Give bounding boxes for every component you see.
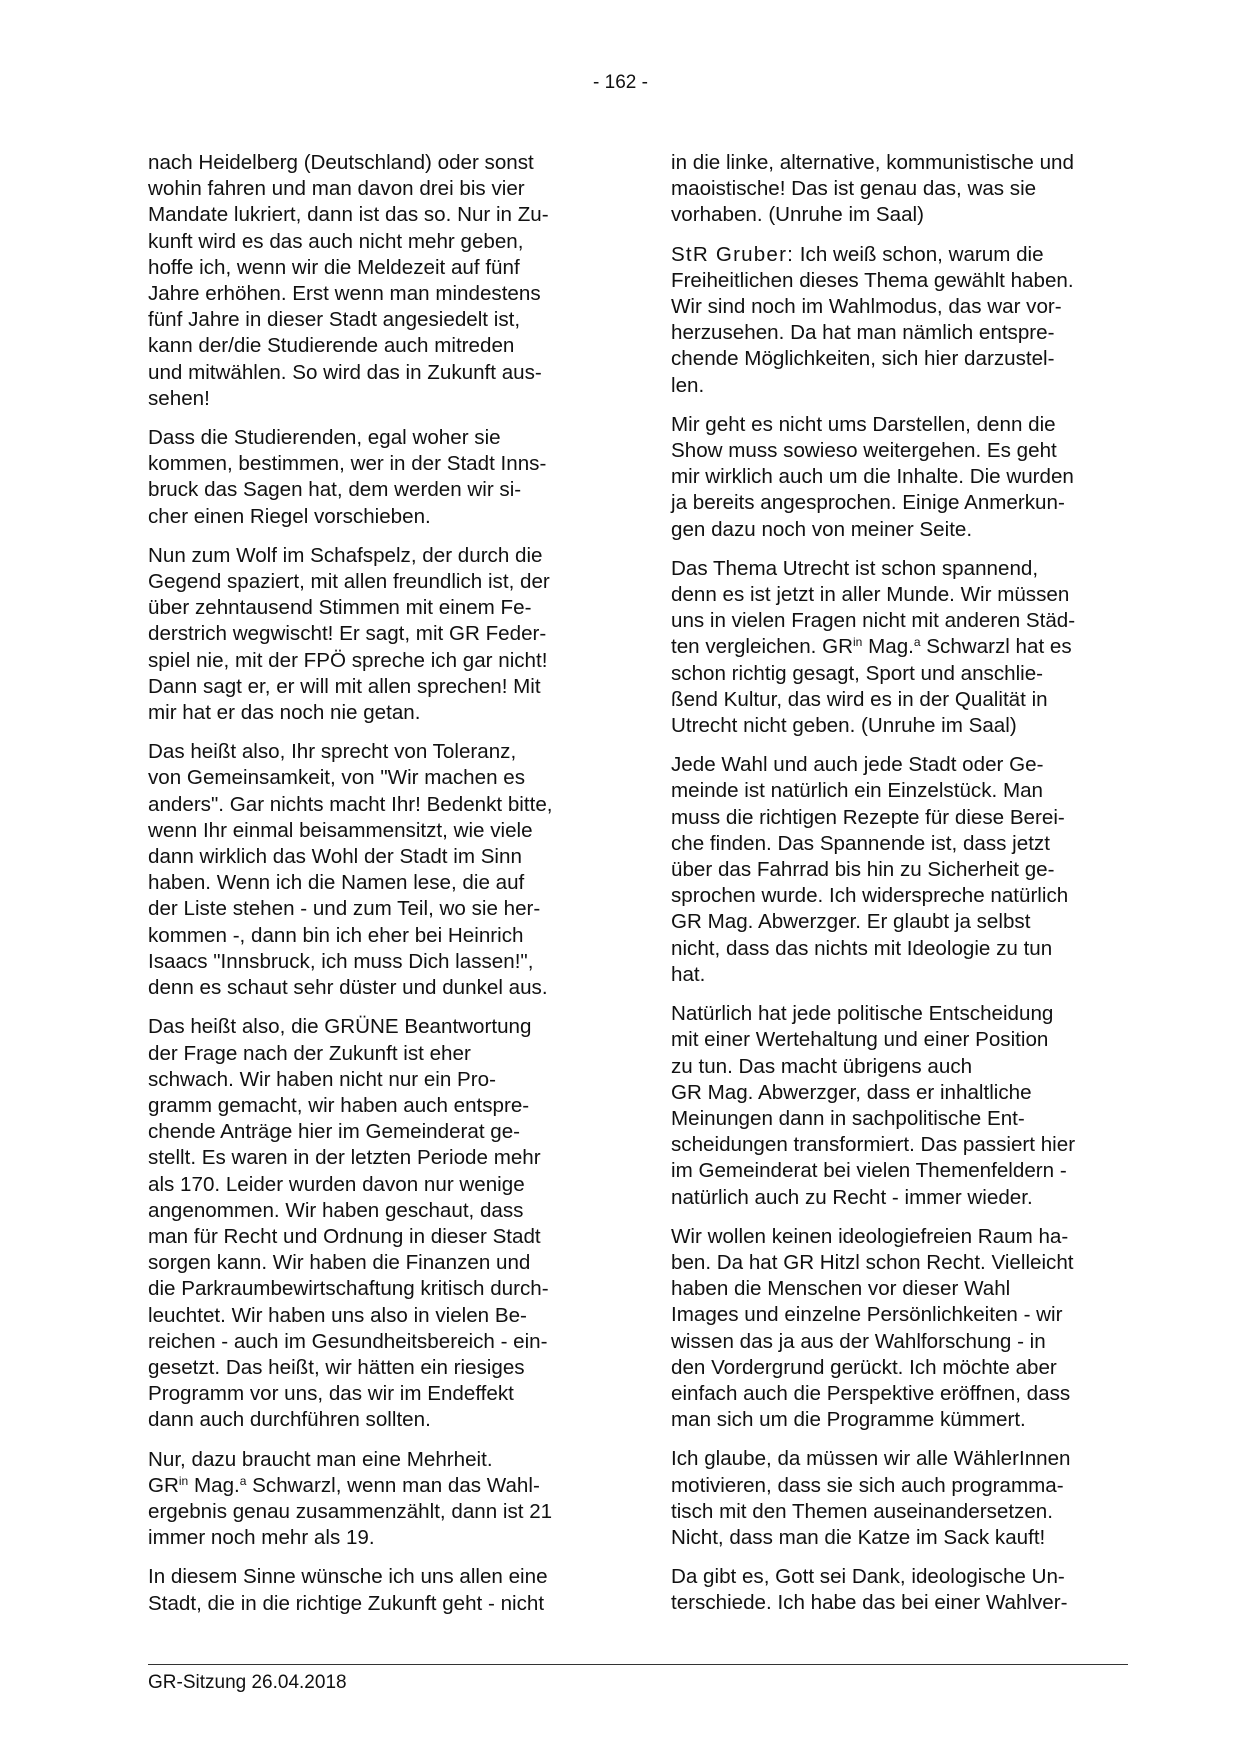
text-line: cher einen Riegel vorschieben.: [148, 504, 431, 528]
text-line: kann der/die Studierende auch mitreden: [148, 334, 515, 358]
text-line: dann auch durchführen sollten.: [148, 1408, 431, 1432]
text-line: Nur, dazu braucht man eine Mehrheit.: [148, 1447, 493, 1471]
text-line: uns in vielen Fragen nicht mit anderen Städ-: [671, 609, 1076, 633]
text-line: Dass die Studierenden, egal woher sie: [148, 426, 501, 450]
text-line: über das Fahrrad bis hin zu Sicherheit ge-: [671, 858, 1055, 882]
text-line: sehen!: [148, 386, 210, 410]
text-line: Mandate lukriert, dann ist das so. Nur in Zu-: [148, 203, 549, 227]
text-line: ben. Da hat GR Hitzl schon Recht. Vielleicht: [671, 1250, 1074, 1274]
footer-divider: [148, 1664, 1128, 1665]
text-line: Utrecht nicht geben. (Unruhe im Saal): [671, 714, 1017, 738]
text-line: Stadt, die in die richtige Zukunft geht - nicht: [148, 1591, 545, 1615]
text-line: dann wirklich das Wohl der Stadt im Sinn: [148, 845, 522, 869]
text-line: Images und einzelne Persönlichkeiten - wir: [671, 1303, 1063, 1327]
text-line: sorgen kann. Wir haben die Finanzen und: [148, 1251, 531, 1275]
paragraph: [148, 1564, 599, 1616]
text-line: Jede Wahl und auch jede Stadt oder Ge-: [671, 753, 1044, 777]
text-line: kommen -, dann bin ich eher bei Heinrich: [148, 923, 524, 947]
text-line: Freiheitlichen dieses Thema gewählt haben.: [671, 268, 1074, 292]
text-line: angenommen. Wir haben geschaut, dass: [148, 1198, 524, 1222]
text-line: wissen das ja aus der Wahlforschung - in: [671, 1329, 1046, 1353]
text-line: mit einer Wertehaltung und einer Position: [671, 1028, 1049, 1052]
text-line: terschiede. Ich habe das bei einer Wahlver-: [671, 1591, 1068, 1615]
text-line: ergebnis genau zusammenzählt, dann ist 21: [148, 1499, 553, 1523]
text-line: Meinungen dann in sachpolitische Ent-: [671, 1106, 1025, 1130]
text-line: denn es ist jetzt in aller Munde. Wir müssen: [671, 583, 1070, 607]
text-line: Jahre erhöhen. Erst wenn man mindestens: [148, 282, 541, 306]
text-line: chende Anträge hier im Gemeinderat ge-: [148, 1120, 521, 1144]
superscript: a: [239, 1473, 247, 1488]
text-line: von Gemeinsamkeit, von "Wir machen es: [148, 766, 525, 790]
text-line: zu tun. Das macht übrigens auch: [671, 1054, 973, 1078]
text-line: Mir geht es nicht ums Darstellen, denn die: [671, 412, 1056, 436]
superscript: in: [853, 635, 863, 650]
text-line: muss die richtigen Rezepte für diese Berei-: [671, 805, 1065, 829]
text-line: meinde ist natürlich ein Einzelstück. Man: [671, 779, 1044, 803]
text-line: natürlich auch zu Recht - immer wieder.: [671, 1185, 1033, 1209]
text-line: scheidungen transformiert. Das passiert hier: [671, 1133, 1076, 1157]
text-line: len.: [671, 373, 705, 397]
text-line: derstrich wegwischt! Er sagt, mit GR Feder-: [148, 622, 547, 646]
paragraph: [671, 1001, 1126, 1211]
text-line: stellt. Es waren in der letzten Periode mehr: [148, 1146, 541, 1170]
text-line: hat.: [671, 962, 706, 986]
text-line: hoffe ich, wenn wir die Meldezeit auf fünf: [148, 255, 520, 279]
text-line: gramm gemacht, wir haben auch entspre-: [148, 1093, 530, 1117]
paragraph: [671, 556, 1126, 739]
text-line: fünf Jahre in dieser Stadt angesiedelt ist,: [148, 308, 521, 332]
text-line: Dann sagt er, er will mit allen sprechen! Mit: [148, 674, 541, 698]
text-line: In diesem Sinne wünsche ich uns allen eine: [148, 1565, 548, 1589]
text-line: Natürlich hat jede politische Entscheidung: [671, 1002, 1054, 1026]
text-line: StR Gruber: Ich weiß schon, warum die: [671, 242, 1044, 266]
text-line: Ich glaube, da müssen wir alle WählerInnen: [671, 1447, 1071, 1471]
text-line: Nun zum Wolf im Schafspelz, der durch die: [148, 543, 543, 567]
text-line: sprochen wurde. Ich widerspreche natürlich: [671, 884, 1069, 908]
paragraph: [671, 752, 1126, 988]
paragraph: [671, 1446, 1126, 1551]
text-line: Da gibt es, Gott sei Dank, ideologische Un-: [671, 1565, 1065, 1589]
superscript: a: [913, 635, 921, 650]
text-line: tisch mit den Themen auseinandersetzen.: [671, 1499, 1053, 1523]
text-line: einfach auch die Perspektive eröffnen, dass: [671, 1381, 1071, 1405]
text-line: Show muss sowieso weitergehen. Es geht: [671, 439, 1057, 463]
text-line: Isaacs "Innsbruck, ich muss Dich lassen!",: [148, 949, 534, 973]
paragraph: [148, 543, 599, 726]
text-line: über zehntausend Stimmen mit einem Fe-: [148, 596, 532, 620]
text-line: denn es schaut sehr düster und dunkel aus.: [148, 976, 548, 1000]
text-line: als 170. Leider wurden davon nur wenige: [148, 1172, 525, 1196]
superscript: in: [178, 1473, 189, 1488]
text-line: maoistische! Das ist genau das, was sie: [671, 177, 1037, 201]
text-line: haben die Menschen vor dieser Wahl: [671, 1277, 1011, 1301]
paragraph: [671, 1224, 1126, 1434]
text-line: reichen - auch im Gesundheitsbereich - ein-: [148, 1329, 548, 1353]
text-line: gen dazu noch von meiner Seite.: [671, 517, 973, 541]
text-line: nach Heidelberg (Deutschland) oder sonst: [148, 151, 534, 174]
text-line: Das heißt also, Ihr sprecht von Toleranz,: [148, 740, 517, 764]
text-line: mir wirklich auch um die Inhalte. Die wurden: [671, 465, 1074, 489]
paragraph: [148, 425, 599, 530]
text-line: im Gemeinderat bei vielen Themenfeldern -: [671, 1159, 1067, 1183]
text-line: Wir wollen keinen ideologiefreien Raum ha-: [671, 1224, 1069, 1248]
text-line: $GR^{in}$ Mag.$^a$ Schwarzl, wenn man das Wahl-: [148, 1473, 540, 1497]
text-line: mir hat er das noch nie getan.: [148, 701, 421, 725]
text-line: Wir sind noch im Wahlmodus, das war vor-: [671, 295, 1062, 319]
text-line: wenn Ihr einmal beisammensitzt, wie viele: [148, 818, 533, 842]
paragraph: [671, 1564, 1126, 1616]
paragraph: [148, 1014, 599, 1433]
text-line: der Liste stehen - und zum Teil, wo sie her-: [148, 897, 541, 921]
text-line: man für Recht und Ordnung in dieser Stadt: [148, 1224, 541, 1248]
paragraph: [671, 412, 1126, 543]
text-line: kommen, bestimmen, wer in der Stadt Inns-: [148, 452, 547, 476]
text-line: der Frage nach der Zukunft ist eher: [148, 1041, 471, 1065]
paragraph: [671, 150, 1126, 229]
text-line: chende Möglichkeiten, sich hier darzustel-: [671, 347, 1055, 371]
text-line: anders". Gar nichts macht Ihr! Bedenkt bitte,: [148, 792, 553, 816]
text-line: che finden. Das Spannende ist, dass jetzt: [671, 831, 1050, 855]
text-line: Das heißt also, die GRÜNE Beantwortung: [148, 1015, 532, 1039]
text-line: und mitwählen. So wird das in Zukunft aus-: [148, 360, 542, 384]
text-line: bruck das Sagen hat, dem werden wir si-: [148, 478, 522, 502]
text-line: GR Mag. Abwerzger, dass er inhaltliche: [671, 1080, 1032, 1104]
text-line: kunft wird es das auch nicht mehr geben,: [148, 229, 524, 253]
text-line: leuchtet. Wir haben uns also in vielen Be-: [148, 1303, 527, 1327]
text-line: vorhaben. (Unruhe im Saal): [671, 203, 924, 227]
text-line: GR Mag. Abwerzger. Er glaubt ja selbst: [671, 910, 1031, 934]
text-line: die Parkraumbewirtschaftung kritisch durch-: [148, 1277, 549, 1301]
speaker-name: StR Gruber:: [671, 242, 795, 266]
paragraph: [148, 1447, 599, 1552]
text-line: nicht, dass das nichts mit Ideologie zu tun: [671, 936, 1053, 960]
text-line: ja bereits angesprochen. Einige Anmerkun-: [671, 491, 1065, 515]
text-line: gesetzt. Das heißt, wir hätten ein riesiges: [148, 1355, 525, 1379]
left-column: [148, 150, 599, 1630]
text-line: schon richtig gesagt, Sport und anschlie-: [671, 661, 1044, 685]
text-line: Das Thema Utrecht ist schon spannend,: [671, 556, 1039, 580]
text-line: den Vordergrund gerückt. Ich möchte aber: [671, 1355, 1057, 1379]
right-column: [671, 150, 1126, 1630]
text-line: schwach. Wir haben nicht nur ein Pro-: [148, 1067, 496, 1091]
text-line: motivieren, dass sie sich auch programma-: [671, 1473, 1064, 1497]
text-line: spiel nie, mit der FPÖ spreche ich gar nicht!: [148, 648, 548, 672]
text-line: man sich um die Programme kümmert.: [671, 1408, 1026, 1432]
text-line: in die linke, alternative, kommunistische und: [671, 151, 1074, 174]
text-line: ten vergleichen. $GR^{in}$ Mag.$^a$ Schwarzl hat es: [671, 635, 1072, 659]
text-line: Gegend spaziert, mit allen freundlich ist, der: [148, 570, 550, 594]
paragraph: [148, 739, 599, 1001]
paragraph: [671, 242, 1126, 399]
text-line: immer noch mehr als 19.: [148, 1526, 375, 1550]
page-number: - 162 -: [593, 72, 648, 93]
footer-session-date: GR-Sitzung 26.04.2018: [148, 1672, 347, 1693]
text-line: wohin fahren und man davon drei bis vier: [148, 177, 525, 201]
text-line: haben. Wenn ich die Namen lese, die auf: [148, 871, 525, 895]
paragraph: [148, 150, 599, 412]
text-line: herzusehen. Da hat man nämlich entspre-: [671, 321, 1055, 345]
text-line: ßend Kultur, das wird es in der Qualität in: [671, 687, 1048, 711]
text-line: Nicht, dass man die Katze im Sack kauft!: [671, 1525, 1046, 1549]
text-line: Programm vor uns, das wir im Endeffekt: [148, 1382, 514, 1406]
